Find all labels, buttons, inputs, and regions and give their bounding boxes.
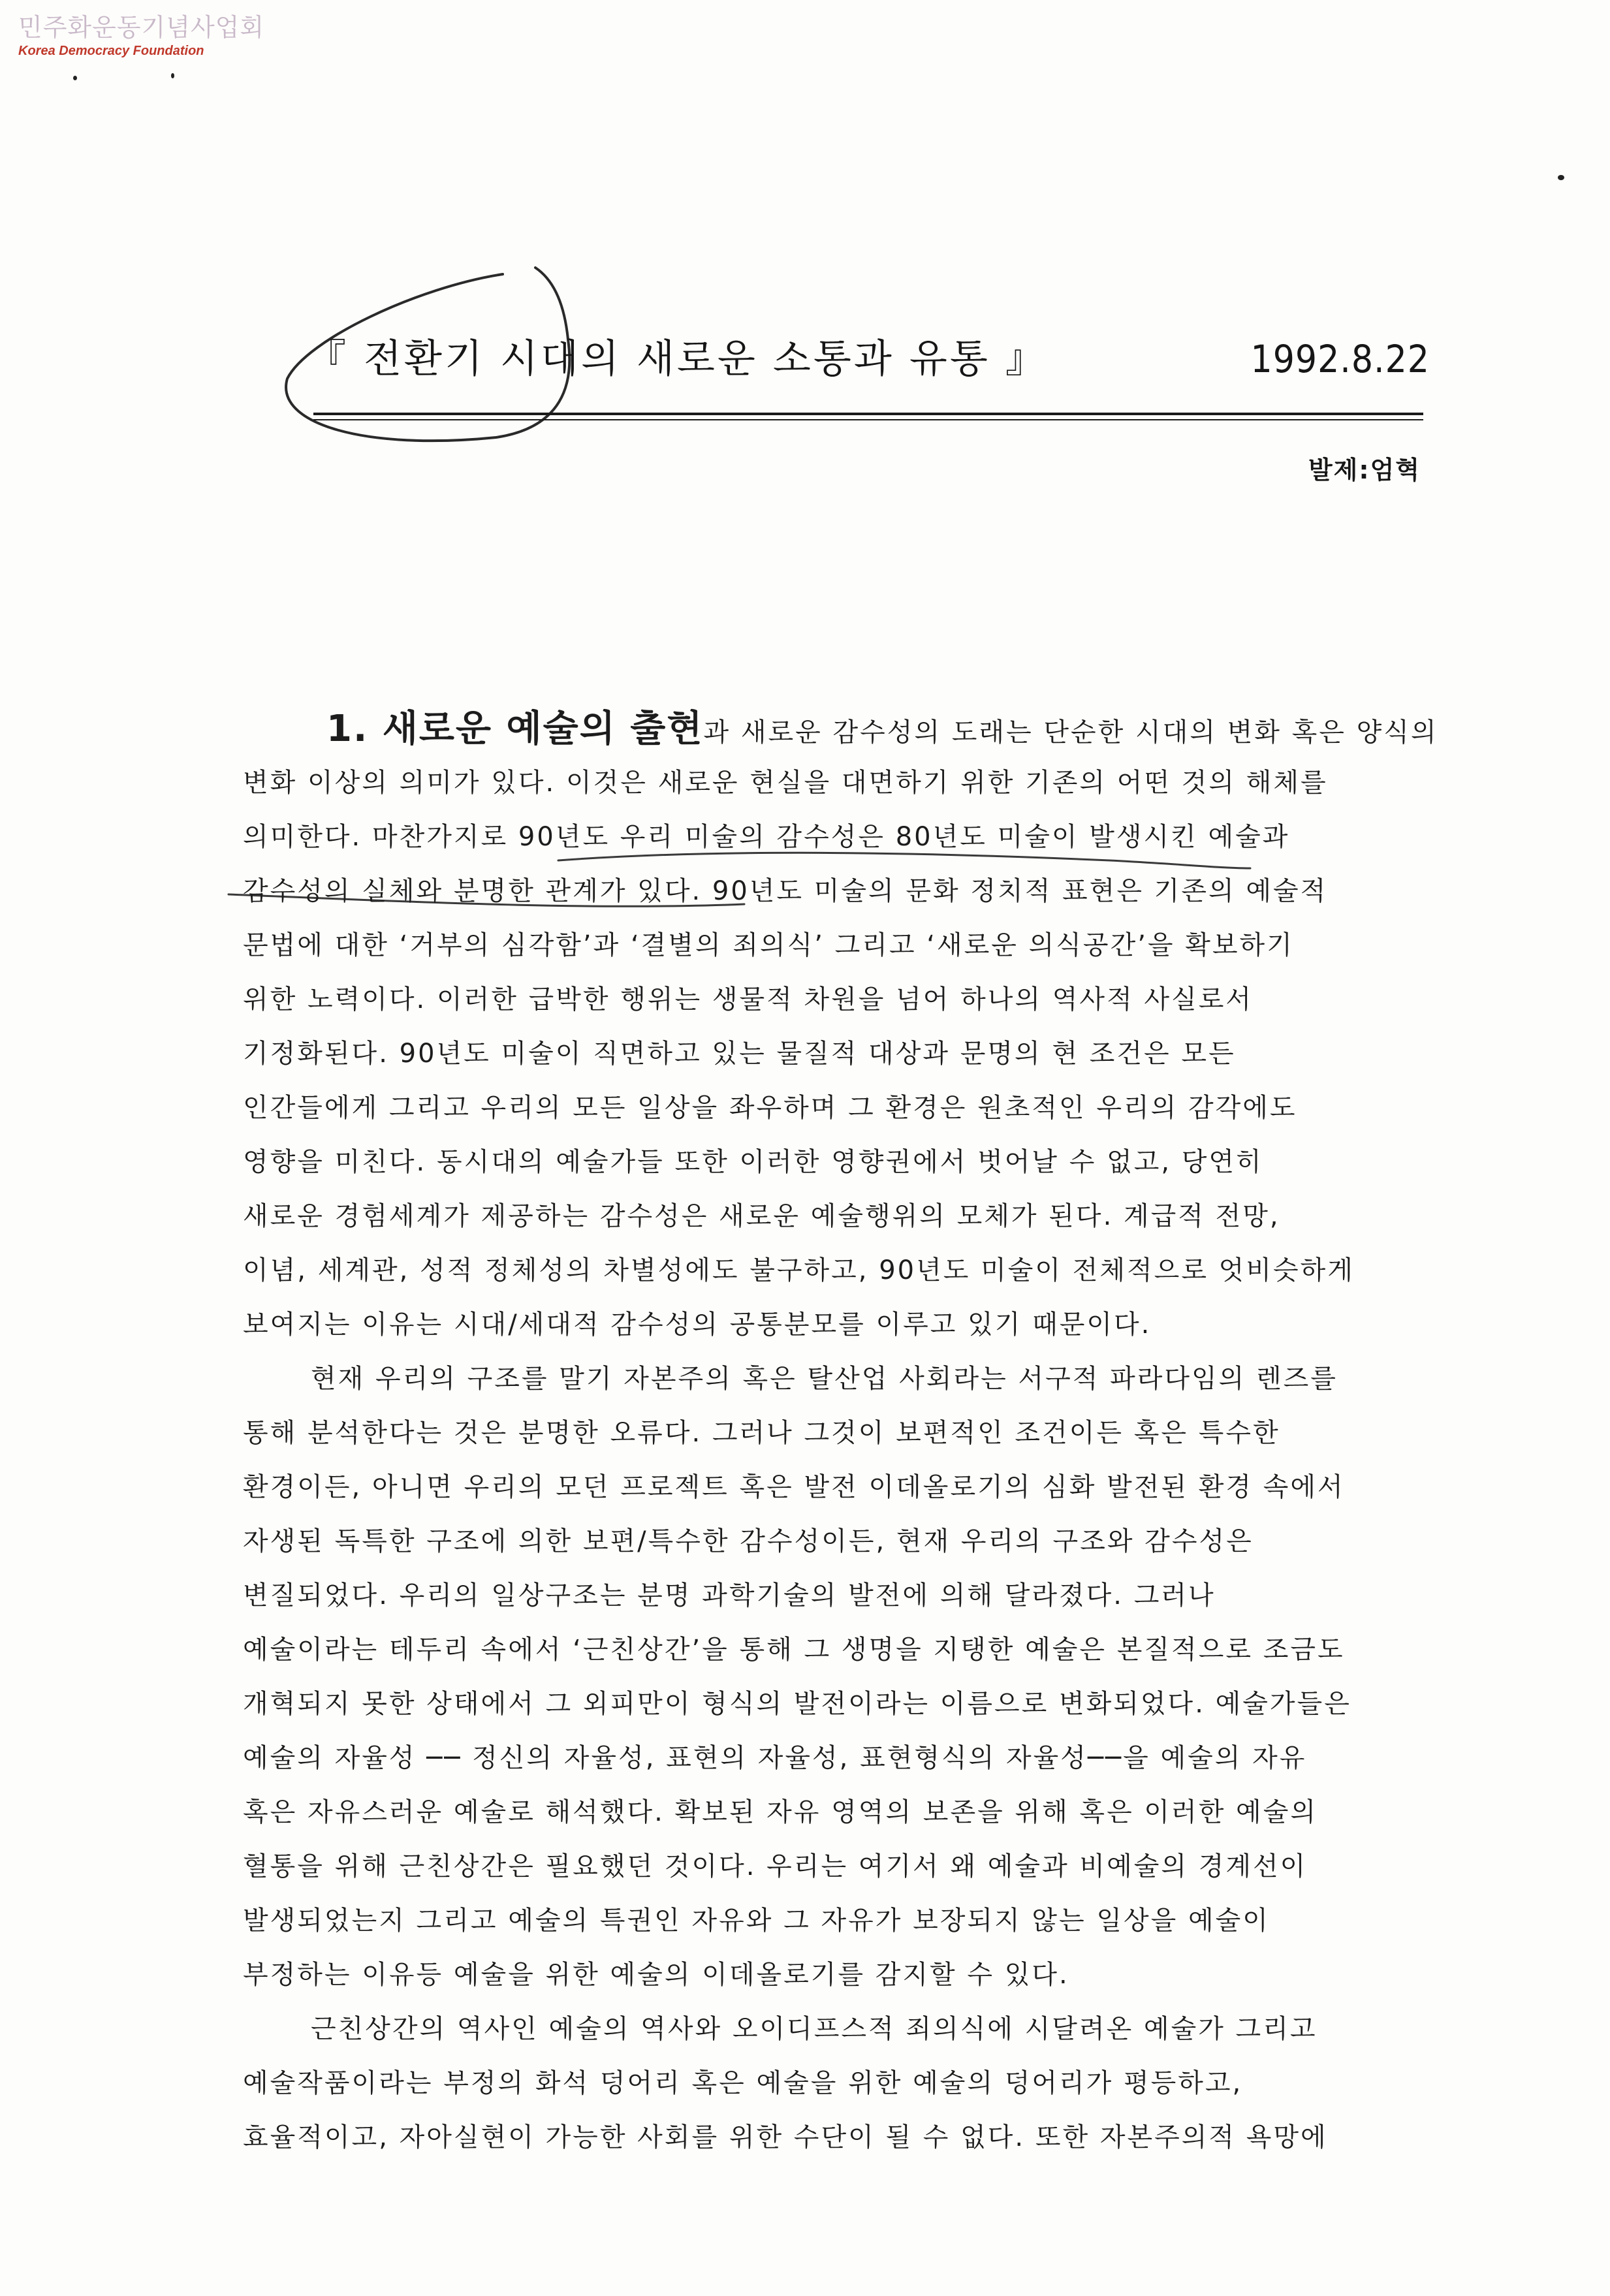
text-line: 의미한다. 마찬가지로 90년도 우리 미술의 감수성은 80년도 미술이 발생시킨 예술과 [243,822,1290,852]
text-line: 예술의 자율성 ── 정신의 자율성, 표현의 자율성, 표현형식의 자율성──을 예술의 자유 [243,1743,1307,1773]
section-heading: 1. 새로운 예술의 출현 [326,708,704,750]
text-line: 영향을 미친다. 동시대의 예술가들 또한 이러한 영향권에서 벗어날 수 없고, 당연히 [243,1147,1263,1177]
text-line: 근친상간의 역사인 예술의 역사와 오이디프스적 죄의식에 시달려온 예술가 그리고 [311,2014,1318,2044]
text-line: 부정하는 이유등 예술을 위한 예술의 이데올로기를 감지할 수 있다. [243,1960,1069,1990]
text-line: 자생된 독특한 구조에 의한 보편/특수한 감수성이든, 현재 우리의 구조와 감수성은 [243,1526,1254,1556]
text-line: 통해 분석한다는 것은 분명한 오류다. 그러나 그것이 보편적인 조건이든 혹은 특수한 [243,1418,1280,1448]
text-line: 기정화된다. 90년도 미술이 직면하고 있는 물질적 대상과 문명의 현 조건은 모든 [243,1039,1236,1069]
text-line: 문법에 대한 ‘거부의 심각함’과 ‘결별의 죄의식’ 그리고 ‘새로운 의식공간’을 확보하기 [243,930,1294,960]
body-text [243,702,1438,2165]
text-line: 보여지는 이유는 시대/세대적 감수성의 공통분모를 이루고 있기 때문이다. [243,1310,1152,1340]
scan-speck [171,73,174,78]
text-line: 인간들에게 그리고 우리의 모든 일상을 좌우하며 그 환경은 원초적인 우리의 감각에도 [243,1093,1297,1123]
text-line: 과 새로운 감수성의 도래는 단순한 시대의 변화 혹은 양식의 [703,717,1438,747]
watermark-english: Korea Democracy Foundation [18,44,204,58]
text-line: 효율적이고, 자아실현이 가능한 사회를 위한 수단이 될 수 없다. 또한 자본주의적 욕망에 [243,2122,1328,2152]
text-line: 이념, 세계관, 성적 정체성의 차별성에도 불구하고, 90년도 미술이 전체적으로 엇비슷하게 [243,1255,1355,1285]
presenter-label: 발제:엄혁 [1308,456,1421,484]
text-line: 감수성의 실체와 분명한 관계가 있다. 90년도 미술의 문화 정치적 표현은 기존의 예술적 [243,876,1328,906]
scan-speck [1558,175,1564,180]
text-line: 혹은 자유스러운 예술로 해석했다. 확보된 자유 영역의 보존을 위해 혹은 이러한 예술의 [243,1797,1318,1827]
text-line: 발생되었는지 그리고 예술의 특권인 자유와 그 자유가 보장되지 않는 일상을 예술이 [243,1906,1270,1936]
text-line: 위한 노력이다. 이러한 급박한 행위는 생물적 차원을 넘어 하나의 역사적 사실로서 [243,984,1253,1014]
text-line: 새로운 경험세계가 제공하는 감수성은 새로운 예술행위의 모체가 된다. 계급적 전망, [243,1201,1280,1231]
text-line: 변화 이상의 의미가 있다. 이것은 새로운 현실을 대면하기 위한 기존의 어떤 것의 해체를 [243,768,1328,798]
text-line: 개혁되지 못한 상태에서 그 외피만이 형식의 발전이라는 이름으로 변화되었다. 예술가들은 [243,1689,1351,1719]
watermark-korean: 민주화운동기념사업회 [18,13,265,42]
text-line: 예술작품이라는 부정의 화석 덩어리 혹은 예술을 위한 예술의 덩어리가 평등하고, [243,2068,1243,2098]
scan-speck [73,76,77,80]
title-rule-top [313,413,1423,415]
text-line: 변질되었다. 우리의 일상구조는 분명 과학기술의 발전에 의해 달라졌다. 그러나 [243,1580,1216,1611]
text-line: 환경이든, 아니면 우리의 모던 프로젝트 혹은 발전 이데올로기의 심화 발전된 환경 속에서 [243,1472,1345,1502]
foundation-watermark [18,12,265,59]
section-1-first-line [243,702,1438,756]
text-line: 예술이라는 테두리 속에서 ‘근친상간’을 통해 그 생명을 지탱한 예술은 본질적으로 조금도 [243,1635,1345,1665]
document-title: 『 전환기 시대의 새로운 소통과 유통 』 [307,336,1047,382]
document-date: 1992.8.22 [1250,337,1430,381]
text-line: 현재 우리의 구조를 말기 자본주의 혹은 탈산업 사회라는 서구적 파라다임의 렌즈를 [311,1364,1338,1394]
title-row [307,326,1430,398]
text-line: 혈통을 위해 근친상간은 필요했던 것이다. 우리는 여기서 왜 예술과 비예술의 경계선이 [243,1851,1308,1881]
title-rule-bottom [313,419,1423,420]
